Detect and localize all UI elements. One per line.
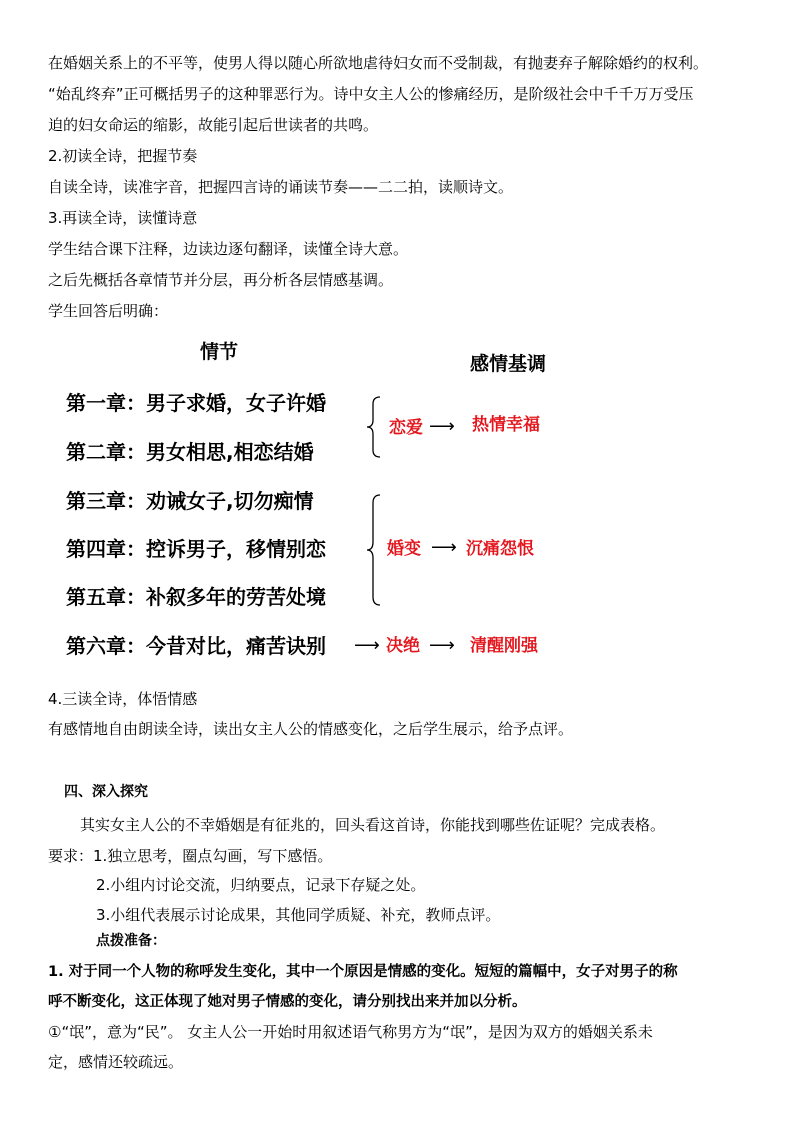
arrow-icon: ⟶	[429, 635, 455, 656]
stage-break-off: 决绝	[386, 636, 420, 656]
section4-requirement-1: 要求：1.独立思考，圈点勾画，写下感悟。	[48, 847, 333, 865]
step3-title: 3.再读全诗，读懂诗意	[48, 209, 198, 227]
section4-requirement-2: 2.小组内讨论交流，归纳要点，记录下存疑之处。	[96, 876, 426, 894]
step4-title: 4.三读全诗，体悟情感	[48, 690, 198, 708]
stage-marriage-change: 婚变	[387, 539, 421, 559]
emotion-passion-happiness: 热情幸福	[472, 415, 540, 435]
chapter-1: 第一章：男子求婚，女子许婚	[66, 391, 326, 415]
section4-heading: 四、深入探究	[64, 784, 148, 800]
step2-title: 2.初读全诗，把握节奏	[48, 147, 198, 165]
emotion-clear-strong: 清醒刚强	[470, 636, 538, 656]
brace-group-1	[366, 396, 382, 458]
step4-text: 有感情地自由朗读全诗，读出女主人公的情感变化，之后学生展示，给予点评。	[48, 720, 574, 738]
brace-group-2	[366, 494, 382, 606]
intro-line-1: 在婚姻关系上的不平等，使男人得以随心所欲地虐待妇女而不受制裁，有抛妻弃子解除婚约的权利。	[48, 54, 709, 72]
answer-1-line-1: ①“氓”，意为“民”。 女主人公一开始时用叙述语气称男方为“氓”，是因为双方的婚姻关系未	[48, 1023, 653, 1041]
chapter-4: 第四章：控诉男子，移情别恋	[66, 537, 326, 561]
answer-1-line-2: 定，感情还较疏远。	[48, 1053, 184, 1071]
step3-text-3: 学生回答后明确：	[48, 302, 169, 320]
diagram-header-plot: 情节	[200, 341, 239, 363]
intro-line-2: “始乱终弃”正可概括男子的这种罪恶行为。诗中女主人公的惨痛经历，是阶级社会中千千万万受压	[48, 85, 694, 103]
section4-requirement-3: 3.小组代表展示讨论成果，其他同学质疑、补充，教师点评。	[96, 906, 501, 924]
arrow-icon: ⟶	[431, 537, 457, 558]
step2-text: 自读全诗，读准字音，把握四言诗的诵读节奏——二二拍，读顺诗文。	[48, 178, 514, 196]
question-1-line-2: 呼不断变化，这正体现了她对男子情感的变化，请分别找出来并加以分析。	[48, 994, 527, 1010]
section4-intro: 其实女主人公的不幸婚姻是有征兆的，回头看这首诗，你能找到哪些佐证呢？完成表格。	[80, 816, 666, 834]
step3-text-2: 之后先概括各章情节并分层，再分析各层情感基调。	[48, 271, 394, 289]
stage-love: 恋爱	[389, 418, 423, 438]
diagram-header-emotion: 感情基调	[470, 353, 547, 375]
chapter-2: 第二章：男女相思,相恋结婚	[66, 440, 314, 464]
arrow-icon: ⟶	[429, 416, 455, 437]
chapter-5: 第五章：补叙多年的劳苦处境	[66, 585, 326, 609]
arrow-icon: ⟶	[354, 635, 380, 656]
intro-line-3: 迫的妇女命运的缩影，故能引起后世读者的共鸣。	[48, 116, 379, 134]
question-1-line-1: 1. 对于同一个人物的称呼发生变化，其中一个原因是情感的变化。短短的篇幅中，女子对男子的称	[48, 964, 678, 980]
chapter-6: 第六章：今昔对比，痛苦诀别	[66, 634, 326, 658]
chapter-3: 第三章：劝诫女子,切勿痴情	[66, 489, 314, 513]
emotion-grief-resentment: 沉痛怨恨	[466, 539, 534, 559]
section4-prep: 点拨准备：	[96, 933, 166, 949]
step3-text-1: 学生结合课下注释，边读边逐句翻译，读懂全诗大意。	[48, 240, 409, 258]
